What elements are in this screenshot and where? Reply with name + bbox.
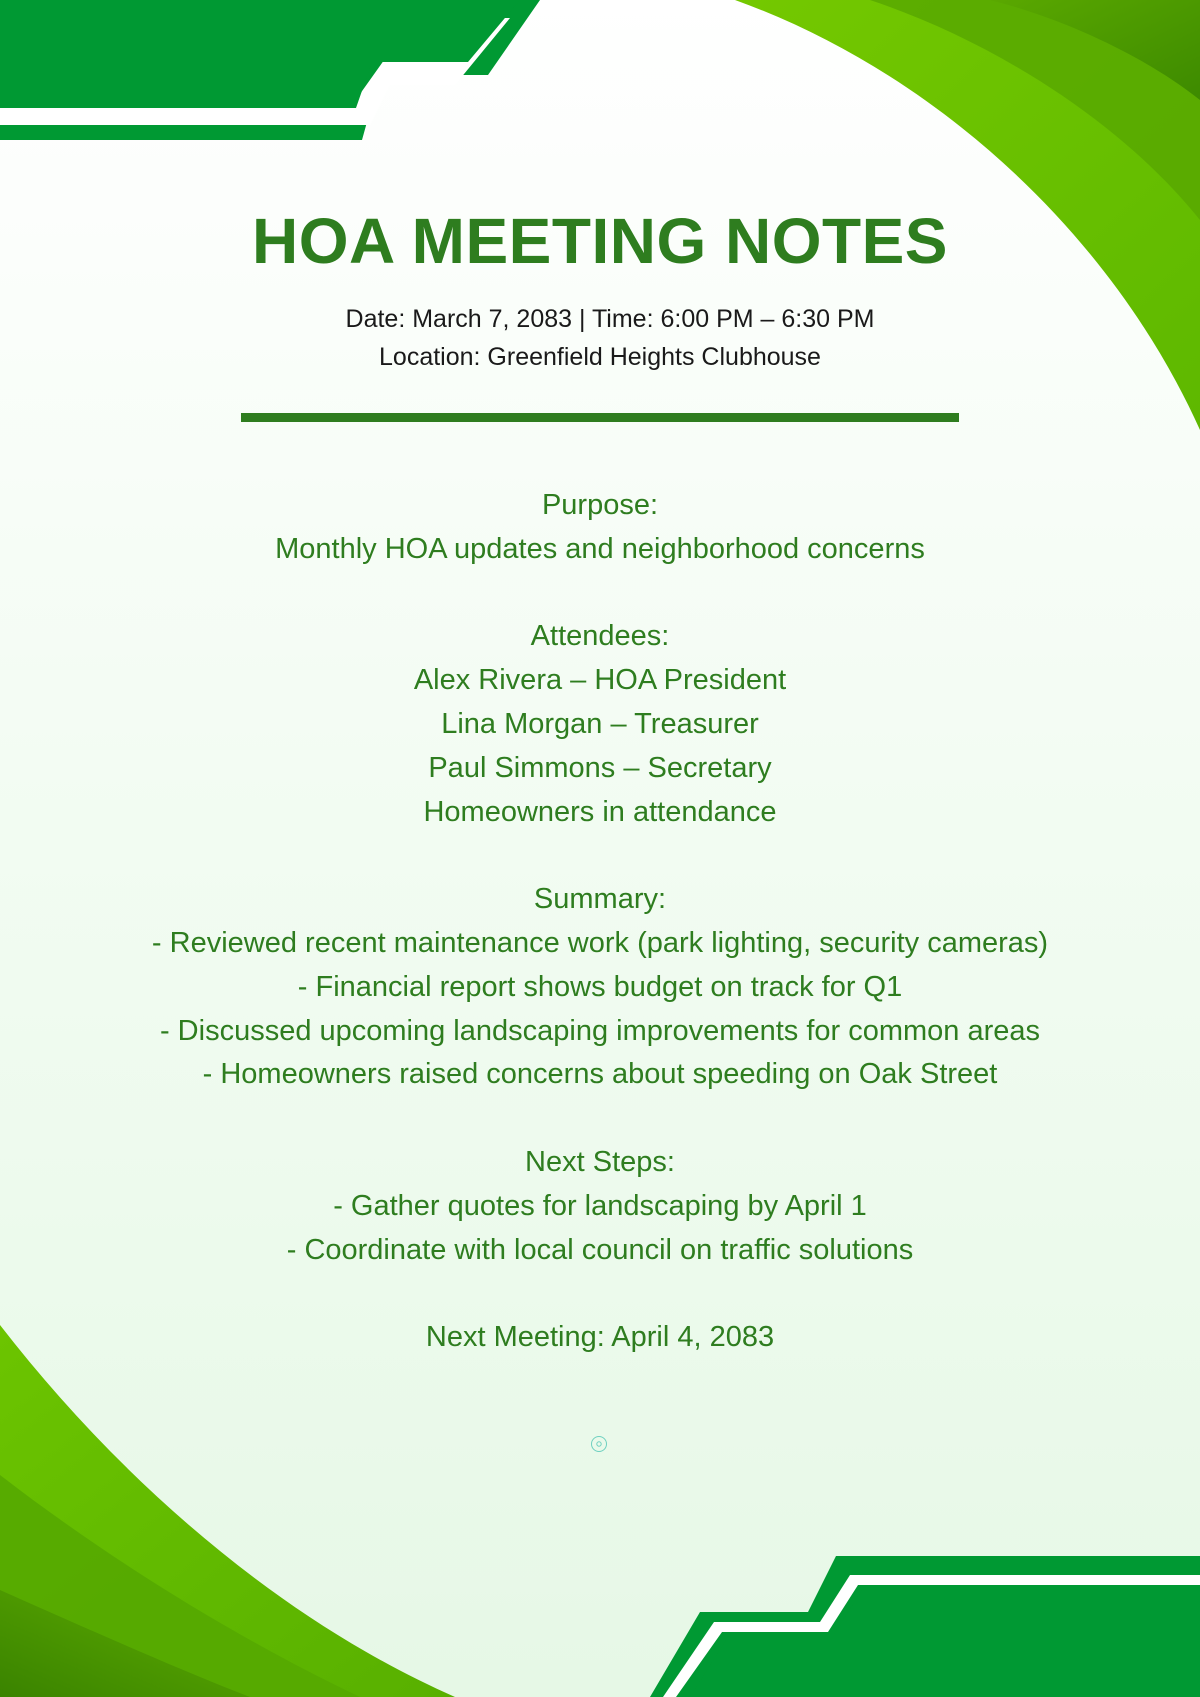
next-steps-heading: Next Steps: <box>525 1145 675 1178</box>
bottom-right-band-inner <box>690 1590 1200 1697</box>
attendee-item: Lina Morgan – Treasurer <box>441 707 759 740</box>
next-step-item: - Gather quotes for landscaping by April 1 <box>333 1189 867 1222</box>
summary-item: - Financial report shows budget on track for Q1 <box>297 970 903 1003</box>
meeting-date-time: Date: March 7, 2083 | Time: 6:00 PM – 6:30 PM <box>345 305 875 333</box>
top-left-band-inner <box>0 0 520 108</box>
summary-item: - Homeowners raised concerns about speeding on Oak Street <box>202 1058 998 1091</box>
notes-body <box>0 484 1200 1360</box>
summary-section <box>0 878 1200 1097</box>
summary-heading: Summary: <box>533 883 667 916</box>
meeting-meta <box>0 300 1200 376</box>
attendee-item: Alex Rivera – HOA President <box>413 664 787 697</box>
next-meeting-text: Next Meeting: April 4, 2083 <box>425 1321 775 1354</box>
summary-item: - Reviewed recent maintenance work (park lighting, security cameras) <box>151 926 1049 959</box>
circle-mark-icon <box>590 1435 608 1453</box>
purpose-heading: Purpose: <box>541 489 659 521</box>
summary-item: - Discussed upcoming landscaping improvements for common areas <box>159 1014 1041 1047</box>
title-divider <box>241 413 959 422</box>
next-meeting-section <box>0 1316 1200 1360</box>
attendee-item: Homeowners in attendance <box>423 795 777 828</box>
attendee-item: Paul Simmons – Secretary <box>428 751 772 784</box>
meeting-location: Location: Greenfield Heights Clubhouse <box>379 343 821 371</box>
purpose-text: Monthly HOA updates and neighborhood concerns <box>275 532 925 565</box>
next-step-item: - Coordinate with local council on traffic solutions <box>286 1233 914 1266</box>
page-title: HOA MEETING NOTES <box>252 205 948 277</box>
next-steps-section <box>0 1141 1200 1272</box>
attendees-heading: Attendees: <box>530 620 670 653</box>
attendees-section <box>0 615 1200 834</box>
purpose-section <box>0 484 1200 572</box>
